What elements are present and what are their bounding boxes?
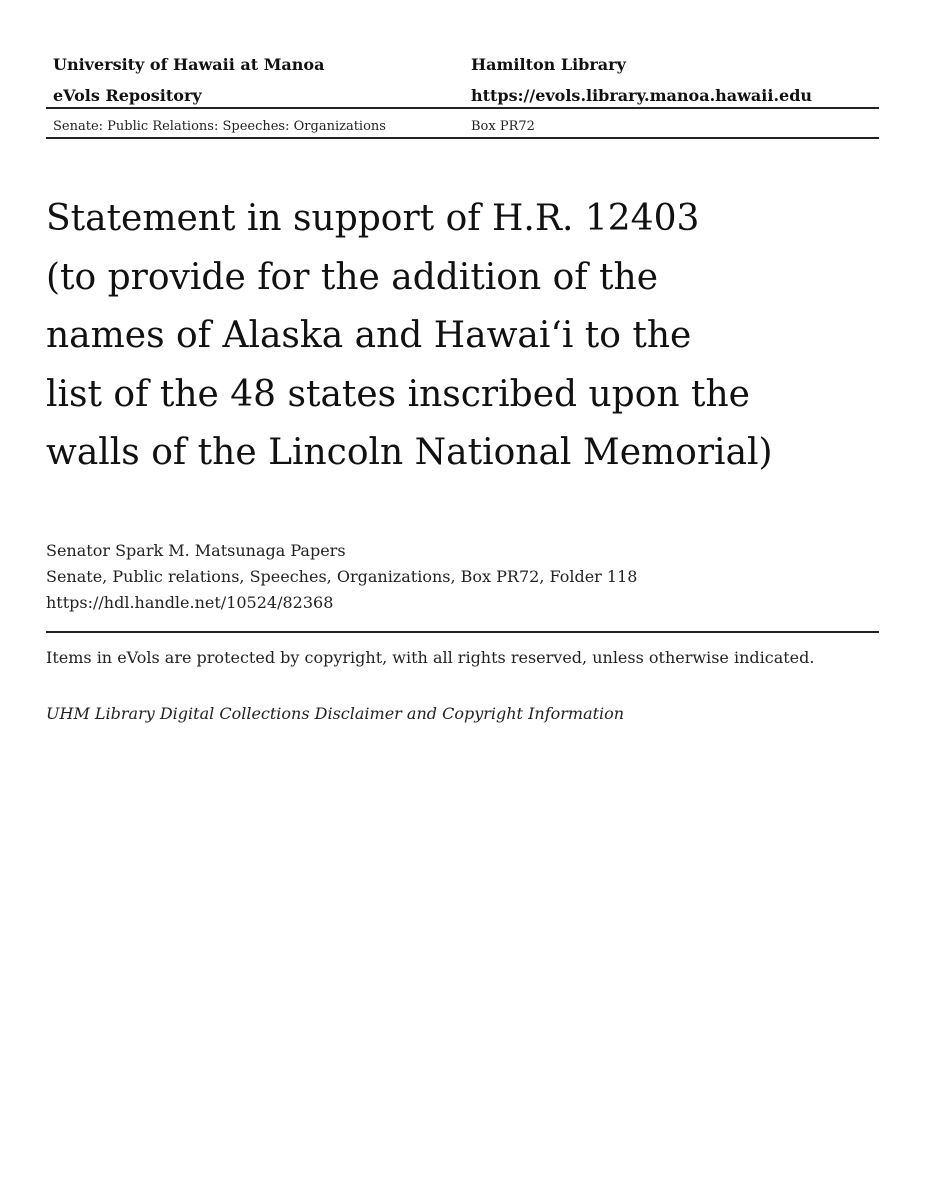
repository-url[interactable]: https://evols.library.manoa.hawaii.edu (471, 86, 813, 105)
section-divider (46, 631, 879, 633)
library-name: Hamilton Library (471, 55, 626, 74)
header-divider-bottom (46, 137, 879, 139)
repository-name: eVols Repository (53, 86, 202, 105)
document-metadata (46, 538, 879, 616)
title-line: list of the 48 states inscribed upon the (46, 373, 750, 415)
title-line: walls of the Lincoln National Memorial) (46, 432, 773, 473)
title-line: names of Alaska and Hawai‘i to the (46, 315, 692, 356)
header-divider-top (46, 107, 879, 109)
document-title (46, 190, 879, 483)
document-header (46, 52, 879, 134)
title-line: Statement in support of H.R. 12403 (46, 198, 700, 239)
title-line: (to provide for the addition of the (46, 256, 658, 298)
collection-path: Senate: Public Relations: Speeches: Organizations (53, 119, 386, 134)
copyright-notice: Items in eVols are protected by copyright, with all rights reserved, unless otherwise indicated. (46, 648, 815, 667)
box-label: Box PR72 (471, 119, 535, 134)
collection-name: Senator Spark M. Matsunaga Papers (46, 541, 346, 560)
header-row-2 (46, 83, 879, 114)
disclaimer-link[interactable]: UHM Library Digital Collections Disclaimer and Copyright Information (46, 704, 625, 723)
institution-name: University of Hawaii at Manoa (53, 55, 325, 74)
handle-link[interactable]: https://hdl.handle.net/10524/82368 (46, 593, 334, 612)
folder-location: Senate, Public relations, Speeches, Organizations, Box PR72, Folder 118 (46, 567, 638, 586)
header-row-1 (46, 52, 879, 83)
